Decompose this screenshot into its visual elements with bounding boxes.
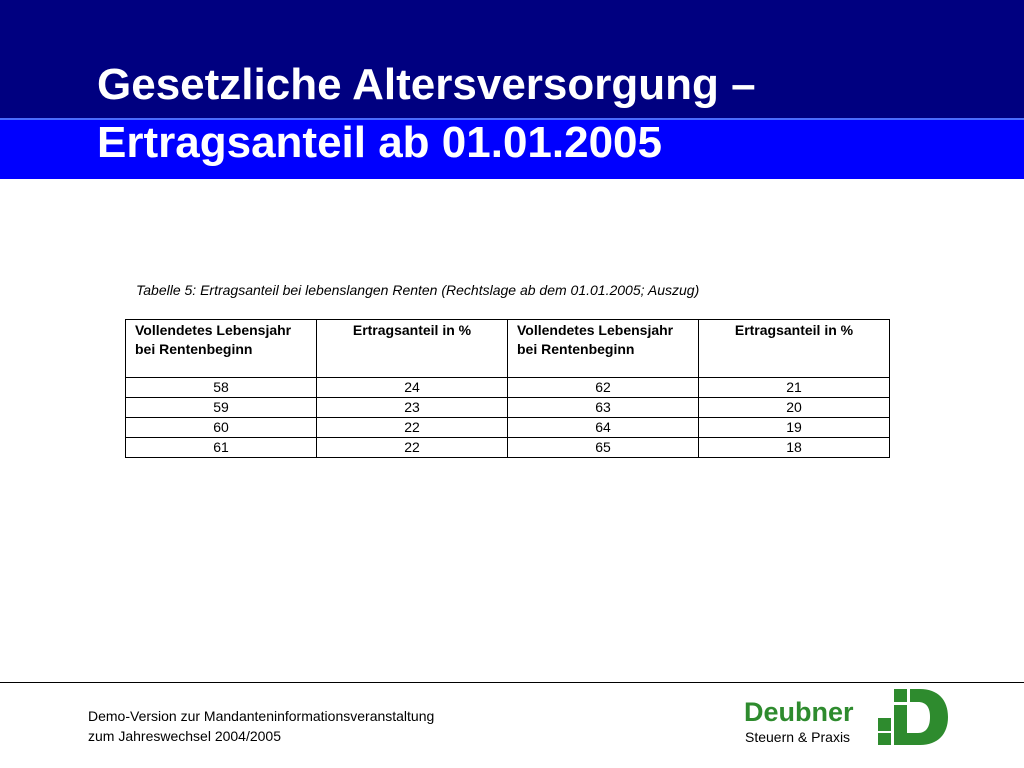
deubner-logo-icon: [878, 689, 948, 745]
table-row: [126, 398, 890, 418]
table-caption: Tabelle 5: Ertragsanteil bei lebenslangen Renten (Rechtslage ab dem 01.01.2005; Auszug): [136, 282, 700, 298]
table-cell: 64: [508, 418, 699, 438]
table-row: [126, 378, 890, 398]
footer-line-2: zum Jahreswechsel 2004/2005: [88, 728, 282, 744]
slide-title-line-2: Ertragsanteil ab 01.01.2005: [97, 118, 662, 167]
header-rate-col-1: Ertragsanteil in %: [317, 320, 508, 378]
table-cell: 63: [508, 398, 699, 418]
table-cell: 60: [126, 418, 317, 438]
table-row: [126, 438, 890, 458]
logo-square-bottom: [878, 733, 891, 745]
table-cell: 21: [699, 378, 890, 398]
table-cell: 65: [508, 438, 699, 458]
table-cell: 59: [126, 398, 317, 418]
footer-divider: [0, 682, 1024, 683]
table-cell: 22: [317, 438, 508, 458]
logo-square-top: [894, 689, 907, 702]
header-age-col-2: Vollendetes Lebensjahr bei Rentenbeginn: [508, 320, 699, 378]
table-cell: 18: [699, 438, 890, 458]
table-cell: 62: [508, 378, 699, 398]
table-cell: 61: [126, 438, 317, 458]
table-row: [126, 418, 890, 438]
table-cell: 20: [699, 398, 890, 418]
header-rate-col-2: Ertragsanteil in %: [699, 320, 890, 378]
table-cell: 24: [317, 378, 508, 398]
logo-tagline: Steuern & Praxis: [745, 729, 851, 745]
slide-title: [97, 56, 756, 172]
table-cell: 58: [126, 378, 317, 398]
table-cell: 22: [317, 418, 508, 438]
table-cell: 19: [699, 418, 890, 438]
table-header-row: [126, 320, 890, 378]
header-age-col-1: Vollendetes Lebensjahr bei Rentenbeginn: [126, 320, 317, 378]
footer-line-1: Demo-Version zur Mandanteninformationsveranstaltung: [88, 708, 435, 724]
ertragsanteil-table: [125, 319, 890, 458]
logo-wordmark: Deubner: [744, 697, 854, 727]
table-cell: 23: [317, 398, 508, 418]
logo-square-small: [878, 718, 891, 731]
slide-title-line-1: Gesetzliche Altersversorgung –: [97, 60, 756, 109]
footer-text: [88, 706, 434, 746]
